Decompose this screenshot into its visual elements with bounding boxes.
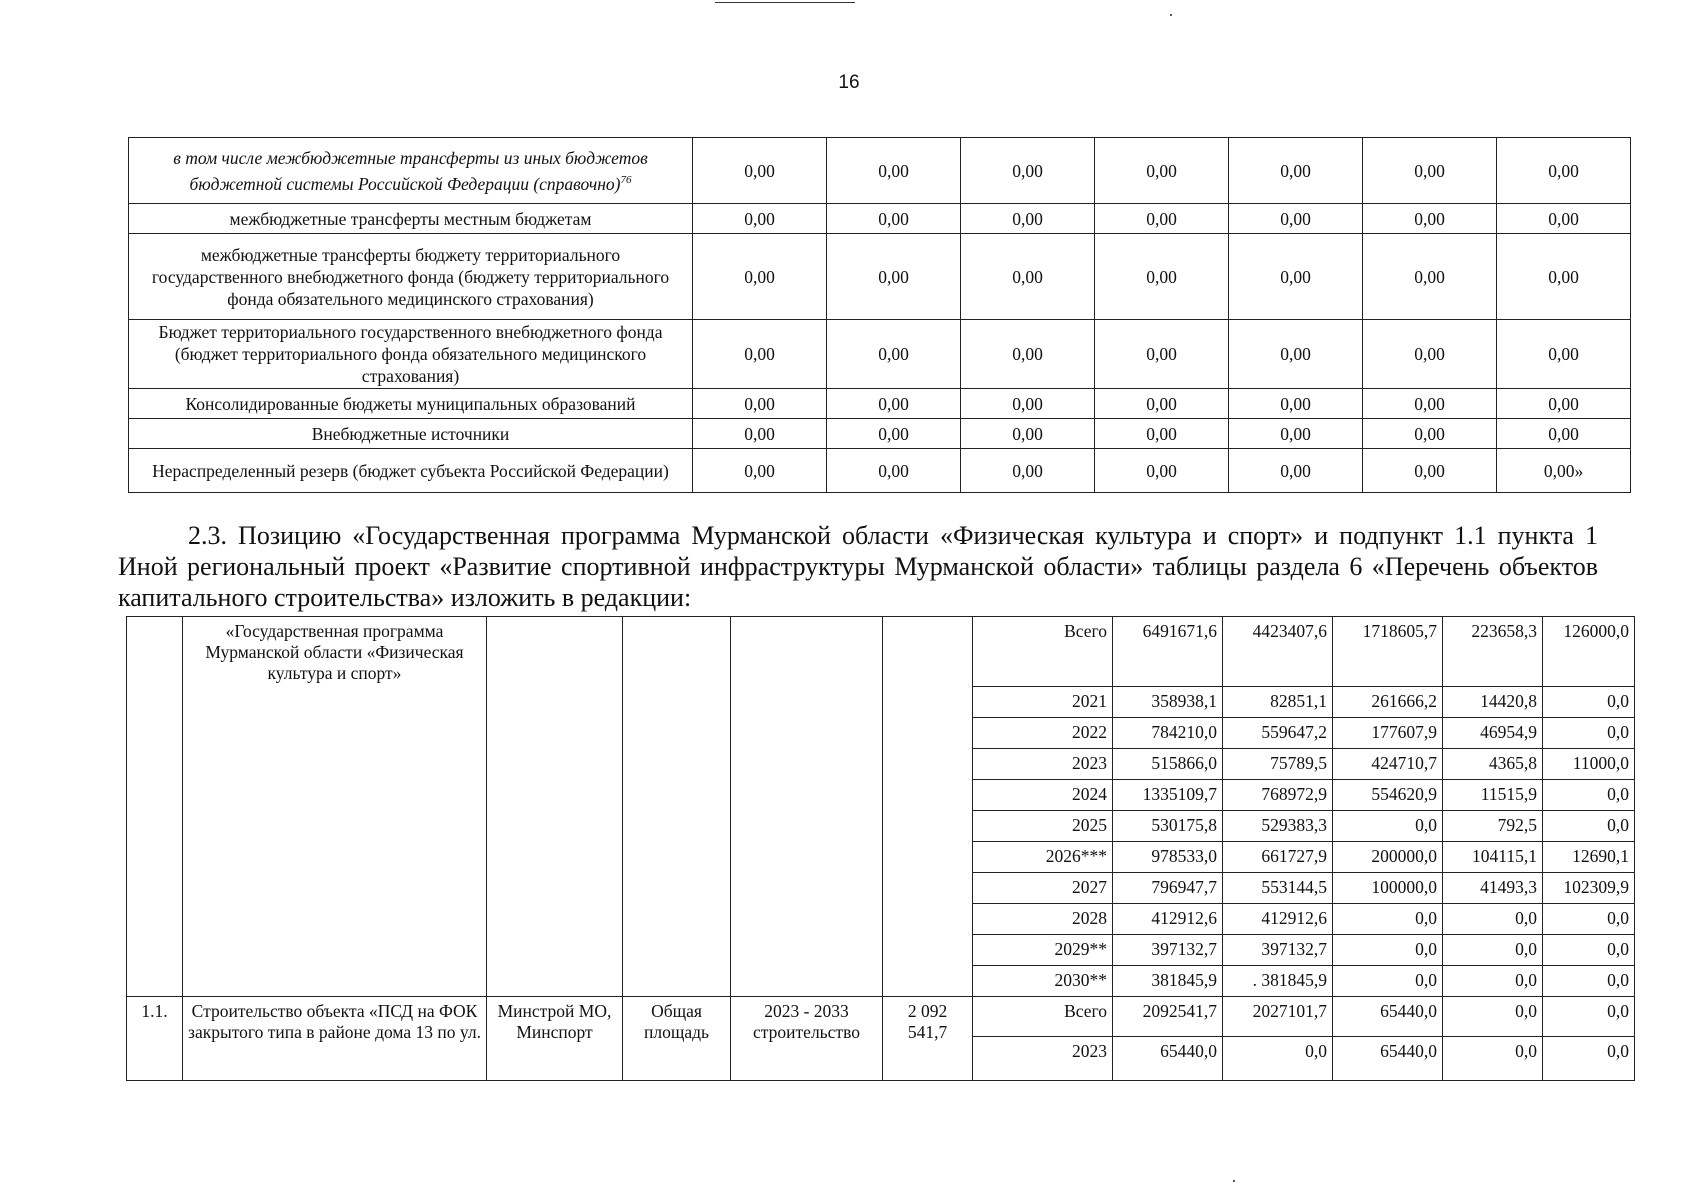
value-cell: 100000,0 — [1333, 873, 1443, 904]
row-label — [129, 449, 693, 493]
value-cell: 0,00» — [1497, 449, 1631, 493]
value-cell: 0,00 — [693, 204, 827, 234]
table-row — [129, 419, 1631, 449]
value-cell: 0,00 — [961, 138, 1095, 204]
value-cell: 1718605,7 — [1333, 617, 1443, 687]
table-row — [129, 389, 1631, 419]
value-cell: 0,00 — [1095, 234, 1229, 320]
value-cell: 0,00 — [1497, 419, 1631, 449]
value-cell: 0,0 — [1333, 935, 1443, 966]
row-label-text: в том числе межбюджетные трансферты из иных бюджетов бюджетной системы Российской Федерации (справочно) — [173, 147, 648, 194]
value-cell: 65440,0 — [1333, 997, 1443, 1037]
value-cell: 0,00 — [961, 320, 1095, 389]
scan-speck — [1170, 14, 1172, 16]
value-cell: 424710,7 — [1333, 749, 1443, 780]
table-row — [129, 449, 1631, 493]
value-cell: 0,00 — [1363, 419, 1497, 449]
year-cell: 2024 — [973, 780, 1113, 811]
table-row — [129, 138, 1631, 204]
value-cell: 529383,3 — [1223, 811, 1333, 842]
row-label-text: межбюджетные трансферты бюджету территориального государственного внебюджетного фонда (бюджету территориального фонда обязательного медицинского страхования) — [151, 244, 670, 309]
value-cell: . 381845,9 — [1223, 966, 1333, 997]
value-cell: 102309,9 — [1543, 873, 1635, 904]
value-cell: 14420,8 — [1443, 687, 1543, 718]
num-cell — [127, 617, 183, 997]
value-cell: 0,00 — [693, 389, 827, 419]
row-label — [129, 389, 693, 419]
value-cell: 0,00 — [961, 204, 1095, 234]
value-cell: 768972,9 — [1223, 780, 1333, 811]
value-cell: 0,00 — [1095, 320, 1229, 389]
value-cell: 0,00 — [827, 389, 961, 419]
empty-cell — [883, 617, 973, 997]
value-cell: 11000,0 — [1543, 749, 1635, 780]
value-cell: 0,00 — [1229, 138, 1363, 204]
value-cell: 0,00 — [1363, 234, 1497, 320]
row-label — [129, 138, 693, 204]
value-cell: 0,00 — [1229, 449, 1363, 493]
row-label-text: межбюджетные трансферты местным бюджетам — [229, 208, 592, 229]
value-cell: 559647,2 — [1223, 718, 1333, 749]
header-rule — [715, 2, 855, 3]
table-row — [129, 234, 1631, 320]
value-cell: 0,00 — [961, 234, 1095, 320]
value-cell: 397132,7 — [1113, 935, 1223, 966]
row-label-text: Консолидированные бюджеты муниципальных образований — [185, 393, 636, 414]
value-cell: 0,00 — [1363, 204, 1497, 234]
table-row — [129, 204, 1631, 234]
year-cell: 2029** — [973, 935, 1113, 966]
instruction-paragraph — [118, 520, 1598, 613]
value-cell: 2027101,7 — [1223, 997, 1333, 1037]
item-number: 1.1. — [127, 997, 183, 1081]
value-cell: 0,00 — [1229, 320, 1363, 389]
year-cell: Всего — [973, 997, 1113, 1037]
value-cell: 0,00 — [1229, 204, 1363, 234]
value-cell: 978533,0 — [1113, 842, 1223, 873]
value-cell: 0,00 — [1095, 389, 1229, 419]
value-cell: 0,0 — [1543, 997, 1635, 1037]
value-cell: 0,00 — [1229, 419, 1363, 449]
value-cell: 126000,0 — [1543, 617, 1635, 687]
value-cell: 0,0 — [1543, 718, 1635, 749]
value-cell: 0,0 — [1443, 966, 1543, 997]
value-cell: 223658,3 — [1443, 617, 1543, 687]
value-cell: 0,00 — [1363, 449, 1497, 493]
value-cell: 0,0 — [1543, 687, 1635, 718]
value-cell: 0,00 — [827, 419, 961, 449]
value-cell: 0,00 — [827, 234, 961, 320]
value-cell: 0,00 — [1229, 389, 1363, 419]
scan-speck — [1233, 1180, 1235, 1182]
value-cell: 661727,9 — [1223, 842, 1333, 873]
value-cell: 0,0 — [1443, 904, 1543, 935]
empty-cell — [623, 617, 731, 997]
value-cell: 0,00 — [1497, 138, 1631, 204]
value-cell: 6491671,6 — [1113, 617, 1223, 687]
page-number: 16 — [838, 72, 860, 93]
value-cell: 177607,9 — [1333, 718, 1443, 749]
value-cell: 46954,9 — [1443, 718, 1543, 749]
value-cell: 381845,9 — [1113, 966, 1223, 997]
value-cell: 0,00 — [1095, 204, 1229, 234]
value-cell: 0,0 — [1543, 811, 1635, 842]
value-cell: 0,00 — [1497, 320, 1631, 389]
value-cell: 553144,5 — [1223, 873, 1333, 904]
value-cell: 2092541,7 — [1113, 997, 1223, 1037]
value-cell: 200000,0 — [1333, 842, 1443, 873]
program-name: «Государственная программа Мурманской области «Физическая культура и спорт» — [183, 617, 487, 997]
value-cell: 41493,3 — [1443, 873, 1543, 904]
item-executor: Минстрой МО, Минспорт — [487, 997, 623, 1081]
value-cell: 0,00 — [961, 389, 1095, 419]
row-label — [129, 320, 693, 389]
value-cell: 397132,7 — [1223, 935, 1333, 966]
item-period: 2023 - 2033 строительство — [731, 997, 883, 1081]
value-cell: 554620,9 — [1333, 780, 1443, 811]
value-cell: 0,00 — [1229, 234, 1363, 320]
value-cell: 0,00 — [693, 234, 827, 320]
value-cell: 0,00 — [827, 320, 961, 389]
year-cell: 2022 — [973, 718, 1113, 749]
footnote-ref: 76 — [620, 173, 632, 186]
value-cell: 0,00 — [1363, 320, 1497, 389]
paragraph-text: 2.3. Позицию «Государственная программа Мурманской области «Физическая культура и спорт» и подпункт 1.1 пункта 1 Иной региональный проект «Развитие спортивной инфраструктуры Мурманской области» таблицы раздела 6 «Перечень объектов капитального строительства» изложить в редакции: — [118, 521, 1598, 612]
value-cell: 82851,1 — [1223, 687, 1333, 718]
value-cell: 11515,9 — [1443, 780, 1543, 811]
item-capacity: 2 092 541,7 — [883, 997, 973, 1081]
year-cell: 2030** — [973, 966, 1113, 997]
value-cell: 0,00 — [693, 449, 827, 493]
value-cell: 0,00 — [827, 449, 961, 493]
year-cell: 2027 — [973, 873, 1113, 904]
value-cell: 261666,2 — [1333, 687, 1443, 718]
item-name: Строительство объекта «ПСД на ФОК закрытого типа в районе дома 13 по ул. — [183, 997, 487, 1081]
table-row — [129, 320, 1631, 389]
year-cell: 2023 — [973, 749, 1113, 780]
row-label — [129, 204, 693, 234]
value-cell: 0,00 — [693, 419, 827, 449]
value-cell: 0,00 — [1363, 138, 1497, 204]
year-cell: 2028 — [973, 904, 1113, 935]
row-label-text: Нераспределенный резерв (бюджет субъекта Российской Федерации) — [152, 460, 669, 481]
value-cell: 0,0 — [1333, 966, 1443, 997]
value-cell: 0,00 — [1095, 419, 1229, 449]
value-cell: 412912,6 — [1113, 904, 1223, 935]
row-label-text: Внебюджетные источники — [311, 423, 510, 444]
year-cell: 2025 — [973, 811, 1113, 842]
value-cell: 0,00 — [961, 449, 1095, 493]
funding-sources-table — [128, 137, 1631, 493]
value-cell: 0,00 — [961, 419, 1095, 449]
value-cell: 0,00 — [827, 138, 961, 204]
value-cell: 0,0 — [1543, 1037, 1635, 1081]
value-cell: 515866,0 — [1113, 749, 1223, 780]
value-cell: 75789,5 — [1223, 749, 1333, 780]
row-label — [129, 419, 693, 449]
value-cell: 0,0 — [1543, 904, 1635, 935]
value-cell: 4423407,6 — [1223, 617, 1333, 687]
year-cell: 2026*** — [973, 842, 1113, 873]
capital-objects-table — [126, 616, 1635, 1081]
value-cell: 0,0 — [1333, 811, 1443, 842]
value-cell: 796947,7 — [1113, 873, 1223, 904]
value-cell: 4365,8 — [1443, 749, 1543, 780]
value-cell: 792,5 — [1443, 811, 1543, 842]
value-cell: 0,00 — [1497, 204, 1631, 234]
value-cell: 0,00 — [1095, 138, 1229, 204]
value-cell: 358938,1 — [1113, 687, 1223, 718]
value-cell: 65440,0 — [1113, 1037, 1223, 1081]
year-cell: Всего — [973, 617, 1113, 687]
year-cell: 2021 — [973, 687, 1113, 718]
table-row — [127, 997, 1635, 1037]
value-cell: 784210,0 — [1113, 718, 1223, 749]
value-cell: 0,00 — [693, 320, 827, 389]
value-cell: 0,0 — [1543, 935, 1635, 966]
value-cell: 530175,8 — [1113, 811, 1223, 842]
value-cell: 1335109,7 — [1113, 780, 1223, 811]
value-cell: 0,0 — [1543, 966, 1635, 997]
value-cell: 12690,1 — [1543, 842, 1635, 873]
item-measure: Общая площадь — [623, 997, 731, 1081]
value-cell: 0,0 — [1333, 904, 1443, 935]
value-cell: 0,0 — [1443, 997, 1543, 1037]
value-cell: 65440,0 — [1333, 1037, 1443, 1081]
empty-cell — [731, 617, 883, 997]
value-cell: 0,00 — [1095, 449, 1229, 493]
row-label — [129, 234, 693, 320]
empty-cell — [487, 617, 623, 997]
value-cell: 0,00 — [1497, 389, 1631, 419]
value-cell: 0,0 — [1543, 780, 1635, 811]
value-cell: 0,00 — [1363, 389, 1497, 419]
value-cell: 0,0 — [1223, 1037, 1333, 1081]
value-cell: 412912,6 — [1223, 904, 1333, 935]
year-cell: 2023 — [973, 1037, 1113, 1081]
value-cell: 0,00 — [693, 138, 827, 204]
row-label-text: Бюджет территориального государственного внебюджетного фонда (бюджет территориального фонда обязательного медицинского страхования) — [158, 322, 663, 386]
value-cell: 0,0 — [1443, 935, 1543, 966]
value-cell: 0,00 — [827, 204, 961, 234]
value-cell: 0,00 — [1497, 234, 1631, 320]
value-cell: 0,0 — [1443, 1037, 1543, 1081]
table-row — [127, 617, 1635, 687]
value-cell: 104115,1 — [1443, 842, 1543, 873]
